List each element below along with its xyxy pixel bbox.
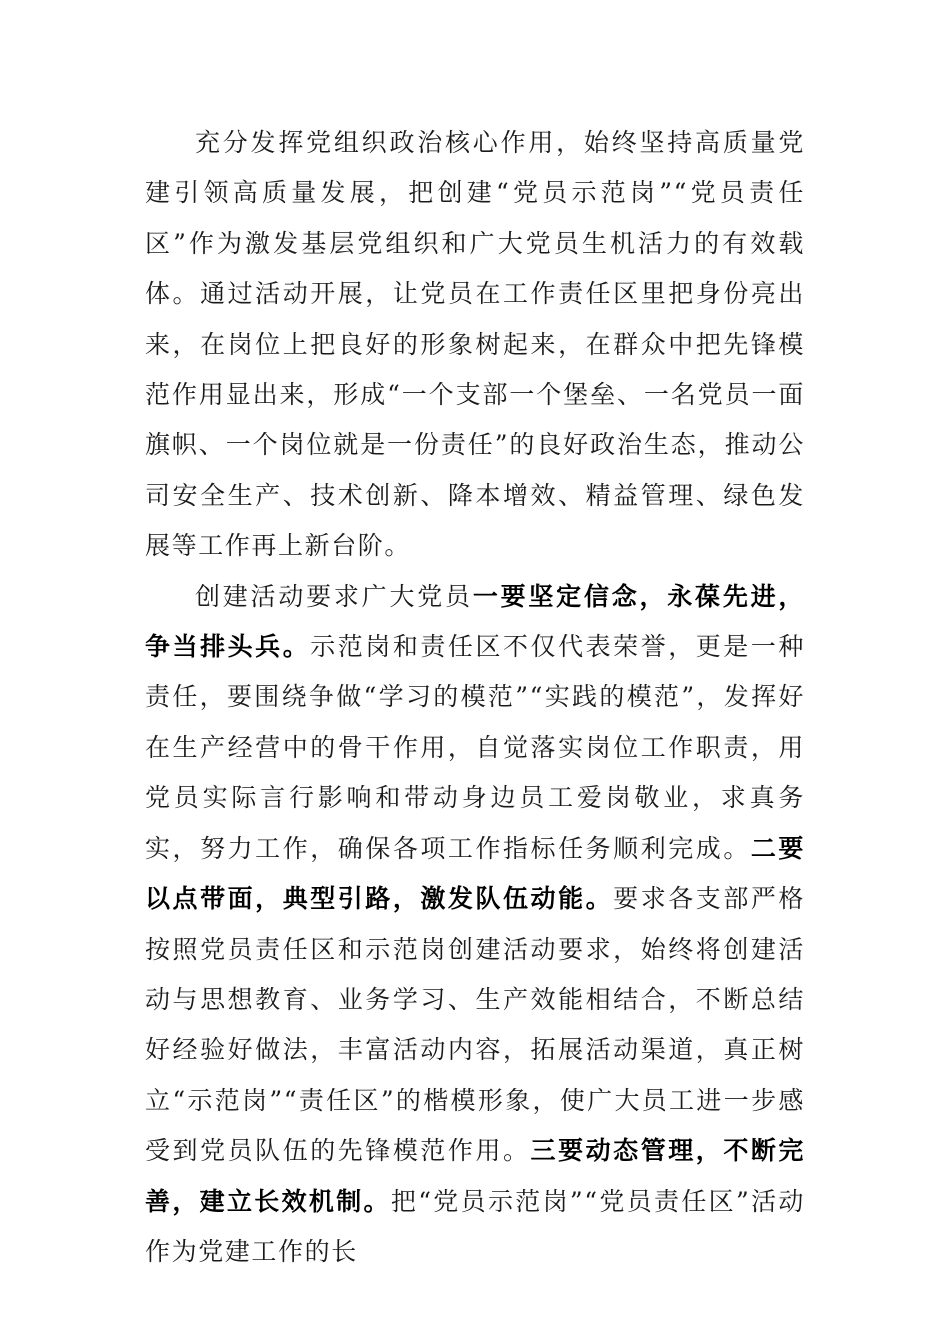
- paragraph-1: [145, 118, 805, 572]
- point-2-body: 要求各支部严格按照党员责任区和示范岗创建活动要求，始终将创建活动与思想教育、业务学习、生产效能相结合，不断总结好经验好做法，丰富活动内容，拓展活动渠道，真正树立“示范岗”“责任区”的楷模形象，使广大员工进一步感受到党员队伍的先锋模范作用。: [145, 884, 806, 1166]
- point-3-body: 把“党员示范岗”“党员责任区”活动作为党建工作的长: [145, 1186, 806, 1266]
- point-3-heading: 三要动态管理，不断完善，建立长效机制。: [145, 1136, 805, 1216]
- point-1-heading: 一要坚定信念，永葆先进，争当排头兵。: [145, 581, 805, 662]
- paragraph-2-intro: 创建活动要求广大党员: [195, 581, 473, 611]
- paragraph-1-text: 充分发挥党组织政治核心作用，始终坚持高质量党建引领高质量发展，把创建“党员示范岗”“党员责任区”作为激发基层党组织和广大党员生机活力的有效载体。通过活动开展，让党员在工作责任区里把身份亮出来，在岗位上把良好的形象树起来，在群众中把先锋模范作用显出来，形成“一个支部一个堡垒、一名党员一面旗帜、一个岗位就是一份责任”的良好政治生态，推动公司安全生产、技术创新、降本增效、精益管理、绿色发展等工作再上新台阶。: [145, 128, 805, 561]
- point-2-heading: 二要以点带面，典型引路，激发队伍动能。: [145, 833, 805, 914]
- document-body: [145, 118, 805, 1277]
- point-1-body: 示范岗和责任区不仅代表荣誉，更是一种责任，要围绕争做“学习的模范”“实践的模范”，发挥好在生产经营中的骨干作用，自觉落实岗位工作职责，用党员实际言行影响和带动身边员工爱岗敬业，求真务实，努力工作，确保各项工作指标任务顺利完成。: [145, 632, 805, 863]
- paragraph-2: [145, 572, 805, 1278]
